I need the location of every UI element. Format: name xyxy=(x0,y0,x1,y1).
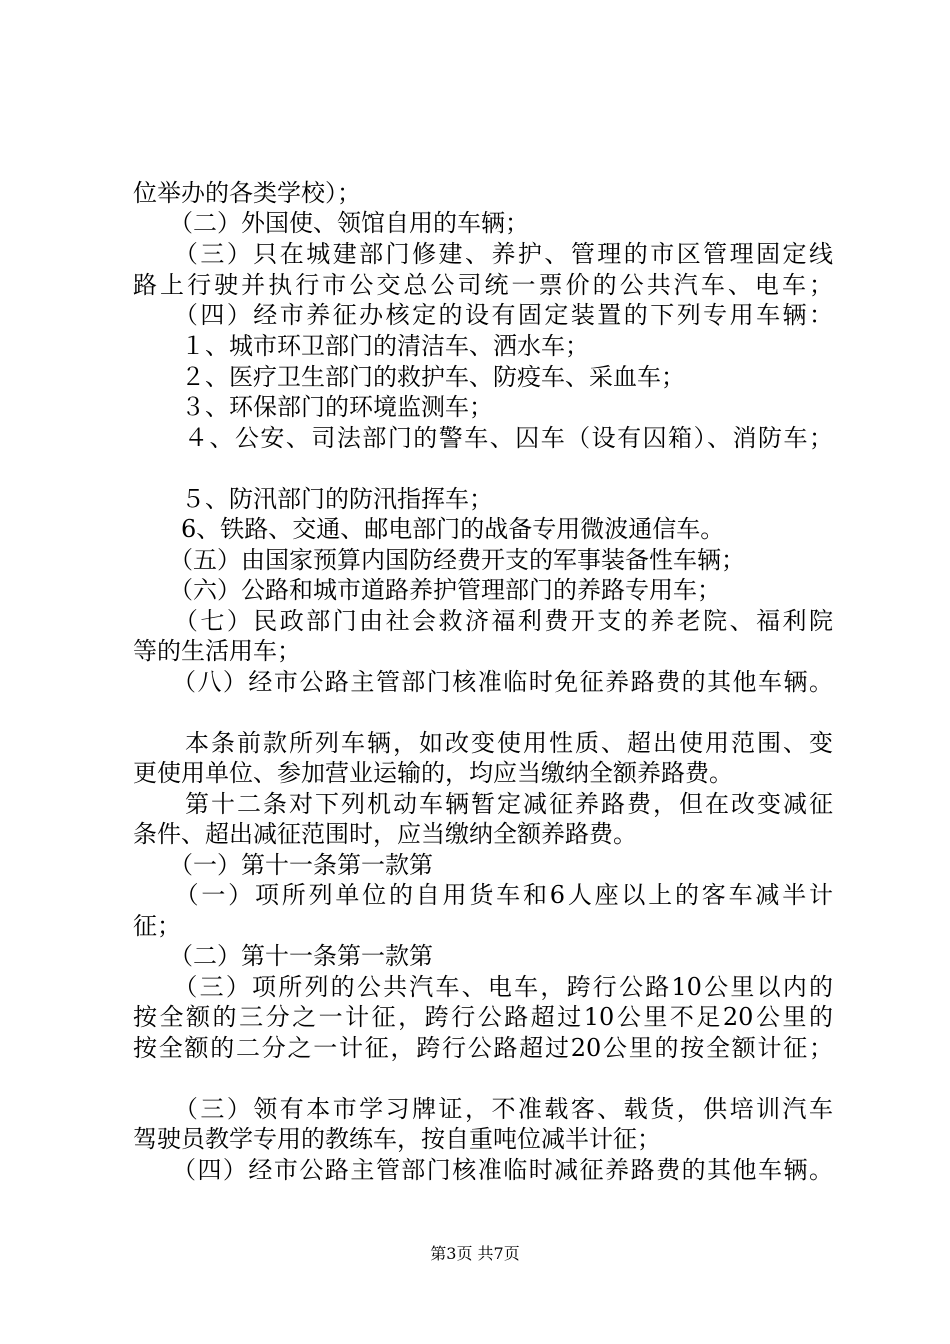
page-number: 第3页 共7页 xyxy=(430,1244,520,1263)
text-line: 第十二条对下列机动车辆暂定减征养路费，但在改变减征 xyxy=(133,790,833,818)
text-line: （三）只在城建部门修建、养护、管理的市区管理固定线 xyxy=(133,240,833,268)
text-line: 6、铁路、交通、邮电部门的战备专用微波通信车。 xyxy=(133,515,725,543)
text-line: 本条前款所列车辆，如改变使用性质、超出使用范围、变 xyxy=(133,729,833,757)
text-line: 路上行驶并执行市公交总公司统一票价的公共汽车、电车； xyxy=(133,271,833,299)
text-line: 位举办的各类学校）； xyxy=(133,179,361,207)
text-line: 条件、超出减征范围时，应当缴纳全额养路费。 xyxy=(133,820,637,848)
text-line: 更使用单位、参加营业运输的，均应当缴纳全额养路费。 xyxy=(133,759,733,787)
text-line: （一）项所列单位的自用货车和6人座以上的客车减半计 xyxy=(133,881,833,909)
text-line: ２、医疗卫生部门的救护车、防疫车、采血车； xyxy=(133,363,685,391)
text-line: （四）经市公路主管部门核准临时减征养路费的其他车辆。 xyxy=(133,1156,833,1184)
text-line: ５、防汛部门的防汛指挥车； xyxy=(133,485,493,513)
text-line: 征； xyxy=(133,912,181,940)
text-line: （三）项所列的公共汽车、电车，跨行公路10公里以内的 xyxy=(133,973,833,1001)
text-line: ３、环保部门的环境监测车； xyxy=(133,393,493,421)
text-line: （二）第十一条第一款第 xyxy=(133,942,433,970)
text-line: １、城市环卫部门的清洁车、洒水车； xyxy=(133,332,589,360)
text-line: （八）经市公路主管部门核准临时免征养路费的其他车辆。 xyxy=(133,668,833,696)
text-line: ４、公安、司法部门的警车、囚车（设有囚箱）、消防车； xyxy=(133,424,833,452)
text-line: 等的生活用车； xyxy=(133,637,301,665)
text-line: （四）经市养征办核定的设有固定装置的下列专用车辆： xyxy=(133,301,833,329)
text-line: （六）公路和城市道路养护管理部门的养路专用车； xyxy=(133,576,721,604)
text-line: 驾驶员教学专用的教练车，按自重吨位减半计征； xyxy=(133,1125,661,1153)
text-line: （一）第十一条第一款第 xyxy=(133,851,433,879)
text-line: 按全额的二分之一计征，跨行公路超过20公里的按全额计征； xyxy=(133,1034,833,1062)
text-line: （三）领有本市学习牌证，不准载客、载货，供培训汽车 xyxy=(133,1095,833,1123)
text-line: （二）外国使、领馆自用的车辆； xyxy=(133,209,529,237)
text-line: （五）由国家预算内国防经费开支的军事装备性车辆； xyxy=(133,546,745,574)
text-line: （七）民政部门由社会救济福利费开支的养老院、福利院 xyxy=(133,607,833,635)
text-line: 按全额的三分之一计征，跨行公路超过10公里不足20公里的 xyxy=(133,1003,833,1031)
